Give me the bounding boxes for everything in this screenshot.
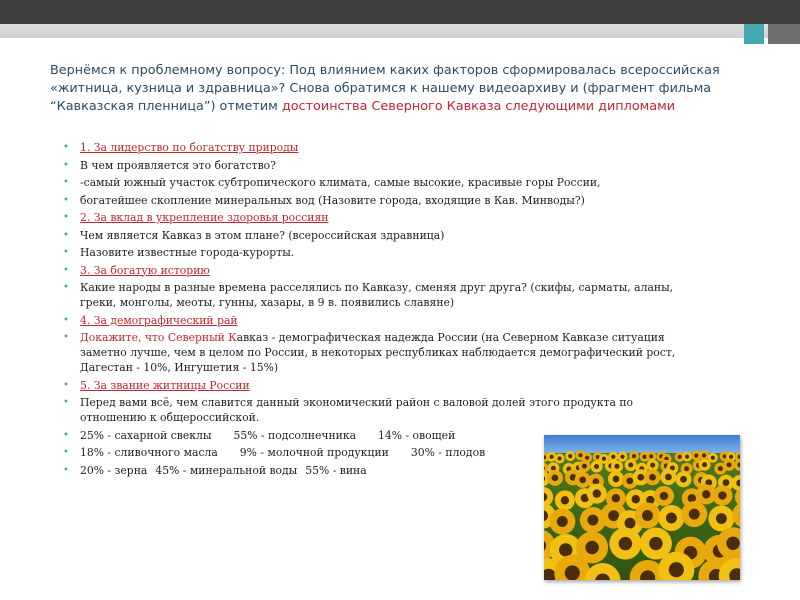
sunflower-center <box>619 537 632 550</box>
bullet-icon: • <box>63 282 69 293</box>
sunflower-center <box>587 515 598 526</box>
sunflower-center <box>565 565 580 580</box>
item-text-red: Докажите, что Северный К <box>80 331 237 344</box>
sunflower-center <box>650 463 655 468</box>
sunflower-center <box>568 454 572 458</box>
sunflower-center <box>694 453 698 457</box>
sunflower-center <box>723 454 727 458</box>
sunflower-center <box>625 518 636 529</box>
sunflower-center <box>582 464 587 469</box>
list-item <box>60 330 700 375</box>
bullet-icon: • <box>63 247 69 258</box>
bullet-icon: • <box>63 264 69 276</box>
stat-value: 18% - сливочного масла <box>80 446 218 459</box>
sunflower-center <box>685 455 689 459</box>
sunflower-center <box>620 455 624 459</box>
sunflower-center <box>585 541 598 554</box>
bullet-icon: • <box>63 332 69 343</box>
sunflower-center <box>649 474 656 481</box>
stat-value: 25% - сахарной свеклы <box>80 428 212 442</box>
diploma-2-link[interactable]: 2. За вклад в укрепление здоровья россиян <box>80 211 329 224</box>
sunflower-center <box>702 462 707 467</box>
item-text: авказ - демографическая надежда России (на Северном Кавказе ситуация заметно лучше, чем в целом по России, в некоторых республиках наблюдается демографический рост, Дагестан - 10%, Ингушетия - 15%) <box>80 331 676 374</box>
bullet-icon: • <box>63 314 69 326</box>
sunflower-center <box>727 462 732 467</box>
sunflower-center <box>726 537 739 550</box>
sunflower-center <box>723 479 730 486</box>
bullet-icon: • <box>63 379 69 391</box>
item-text: Назовите известные города-курорты. <box>80 246 295 259</box>
dark-tab-marker <box>768 24 800 44</box>
bullet-icon: • <box>63 212 69 223</box>
sunflower-center <box>628 463 633 468</box>
sunflower-center <box>626 478 633 485</box>
sunflower-center <box>660 492 668 500</box>
list-item <box>60 228 700 243</box>
list-item <box>60 263 700 278</box>
sunflower-center <box>702 490 710 498</box>
sunflower-center <box>612 494 620 502</box>
diploma-3-link[interactable]: 3. За богатую историю <box>80 263 210 277</box>
title-highlight: достоинства Северного Кавказа следующими дипломами <box>281 99 676 114</box>
sunflower-center <box>561 496 569 504</box>
stat-value: 14% - овощей <box>378 428 456 442</box>
content-list <box>60 140 700 480</box>
sunflower-center <box>711 456 715 460</box>
sunflower-center <box>669 562 684 577</box>
item-text: Чем является Кавказ в этом плане? (всероссийская здравница) <box>80 228 445 242</box>
sunflower-center <box>665 474 672 481</box>
top-stripe <box>0 24 800 38</box>
sunflower-center <box>702 453 706 457</box>
diploma-4-link[interactable]: 4. За демографический рай <box>80 313 238 327</box>
diploma-1-link[interactable]: 1. За лидерство по богатству природы <box>80 141 299 154</box>
teal-tab-marker <box>744 24 764 44</box>
sunflower-center <box>594 464 599 469</box>
item-text: Перед вами всё, чем славится данный экономический район с валовой долей этого продукта по отношению к общероссийской. <box>80 396 634 424</box>
list-item <box>60 210 700 225</box>
item-text: Какие народы в разные времена расселялись по Кавказу, сменяя друг друга? (скифы, сарматы, аланы, греки, монголы, меоты, гунны, хазары, в 9 в. появились славяне) <box>80 281 674 309</box>
sunflower-center <box>684 466 689 471</box>
bullet-icon: • <box>63 142 69 153</box>
sunflower-center <box>602 457 606 461</box>
stat-value: 9% - молочной продукции <box>239 446 389 459</box>
diploma-5-link[interactable]: 5. За звание житницы России <box>80 378 250 392</box>
sunflower-center <box>549 455 553 459</box>
sunflower-center <box>716 513 727 524</box>
slide-title <box>50 62 745 116</box>
list-item <box>60 395 700 425</box>
sunflower-center <box>608 510 619 521</box>
sunflower-center <box>614 464 619 469</box>
sunflower-center <box>666 513 677 524</box>
bullet-icon: • <box>63 464 69 476</box>
sunflower-center <box>559 543 572 556</box>
sunflower-center <box>611 455 615 459</box>
sunflower-center <box>632 495 640 503</box>
sunflower-field-graphic <box>544 435 740 580</box>
sunflower-center <box>649 537 662 550</box>
bullet-icon: • <box>63 194 69 206</box>
sunflower-center <box>552 474 559 481</box>
item-text: В чем проявляется это богатство? <box>80 158 276 172</box>
sunflower-center <box>642 455 646 459</box>
sunflower-center <box>718 466 723 471</box>
item-text: -самый южный участок субтропического климата, самые высокие, красивые горы России, <box>80 176 601 189</box>
sunflower-center <box>637 474 644 481</box>
list-item <box>60 280 700 310</box>
bullet-icon: • <box>63 447 69 458</box>
top-bar <box>0 0 800 24</box>
list-item <box>60 175 700 190</box>
sunflower-center <box>557 516 568 527</box>
list-item <box>60 158 700 173</box>
sunflower-center <box>578 453 582 457</box>
sunflower-center <box>678 455 682 459</box>
sunflower-center <box>613 476 620 483</box>
sunflower-center <box>585 456 589 460</box>
sunflower-center <box>642 510 653 521</box>
bullet-icon: • <box>63 177 69 188</box>
list-item <box>60 140 700 155</box>
stat-value: 45% - минеральной воды <box>155 463 298 477</box>
sunflower-center <box>579 476 586 483</box>
sunflower-center <box>689 509 700 520</box>
list-item <box>60 313 700 328</box>
sunflower-center <box>593 489 601 497</box>
list-item <box>60 193 700 208</box>
bullet-icon: • <box>63 397 69 408</box>
sunflower-center <box>729 455 733 459</box>
bullet-icon: • <box>63 159 69 171</box>
list-item <box>60 245 700 260</box>
sunflower-center <box>718 491 726 499</box>
stat-value: 20% - зерна <box>80 463 148 477</box>
bullet-icon: • <box>63 429 69 441</box>
sunflower-center <box>649 454 653 458</box>
title-main: Вернёмся к проблемному вопросу: Под влиянием каких факторов сформировалась всероссийская «житница, кузница и здравница»? Снова обратимся к нашему видеоархиву и (фрагмент фильма “Кавказская пленница”) отметим <box>50 63 720 114</box>
stat-value: 55% - вина <box>305 463 367 477</box>
stat-value: 55% - подсолнечника <box>233 428 357 442</box>
stat-value: 30% - плодов <box>410 446 486 459</box>
item-text: богатейшее скопление минеральных вод (Назовите города, входящие в Кав. Минводы?) <box>80 193 585 207</box>
sunflower-center <box>632 454 636 458</box>
bullet-icon: • <box>63 229 69 241</box>
list-item <box>60 378 700 393</box>
sunflower-field-image <box>544 435 740 580</box>
sunflower-center <box>680 476 687 483</box>
sunflower-center <box>557 456 561 460</box>
